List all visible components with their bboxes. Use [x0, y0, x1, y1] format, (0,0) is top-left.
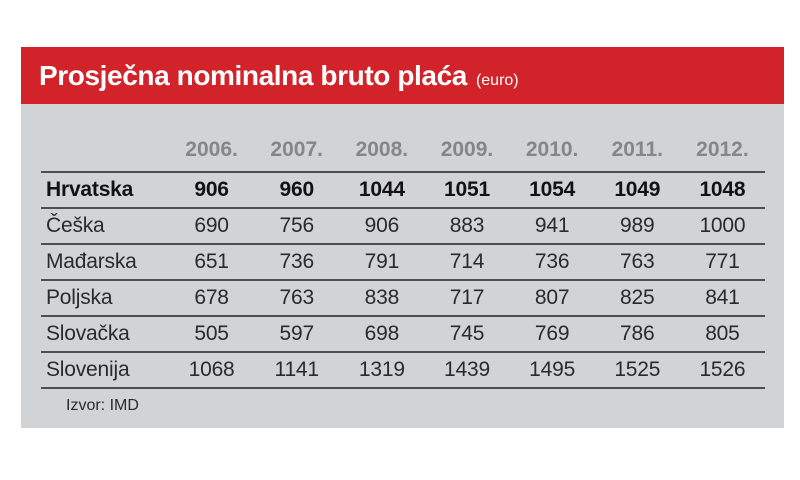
wage-table-panel — [21, 47, 784, 428]
table-area — [21, 104, 784, 415]
value-cell: 763 — [595, 244, 680, 280]
table-row — [41, 316, 765, 352]
value-cell: 1319 — [339, 352, 424, 388]
value-cell: 678 — [169, 280, 254, 316]
value-cell: 717 — [424, 280, 509, 316]
value-cell: 960 — [254, 172, 339, 208]
value-cell: 745 — [424, 316, 509, 352]
year-column-header: 2012. — [680, 104, 765, 172]
page-title: Prosječna nominalna bruto plaća — [39, 60, 467, 91]
source-note: Izvor: IMD — [66, 397, 139, 414]
value-cell: 756 — [254, 208, 339, 244]
value-cell: 1526 — [680, 352, 765, 388]
value-cell: 1048 — [680, 172, 765, 208]
value-cell: 1439 — [424, 352, 509, 388]
title-banner — [21, 47, 784, 104]
value-cell: 786 — [595, 316, 680, 352]
value-cell: 1049 — [595, 172, 680, 208]
value-cell: 906 — [169, 172, 254, 208]
value-cell: 1525 — [595, 352, 680, 388]
value-cell: 714 — [424, 244, 509, 280]
value-cell: 736 — [254, 244, 339, 280]
country-cell: Slovačka — [41, 316, 169, 352]
table-row — [41, 280, 765, 316]
country-cell: Češka — [41, 208, 169, 244]
value-cell: 698 — [339, 316, 424, 352]
value-cell: 597 — [254, 316, 339, 352]
table-row — [41, 352, 765, 388]
value-cell: 505 — [169, 316, 254, 352]
value-cell: 941 — [510, 208, 595, 244]
table-row — [41, 172, 765, 208]
value-cell: 690 — [169, 208, 254, 244]
year-header-row — [41, 104, 765, 172]
year-column-header: 2011. — [595, 104, 680, 172]
value-cell: 825 — [595, 280, 680, 316]
value-cell: 1068 — [169, 352, 254, 388]
value-cell: 791 — [339, 244, 424, 280]
value-cell: 989 — [595, 208, 680, 244]
value-cell: 805 — [680, 316, 765, 352]
country-cell: Poljska — [41, 280, 169, 316]
unit-label: (euro) — [475, 72, 519, 89]
value-cell: 736 — [510, 244, 595, 280]
value-cell: 1495 — [510, 352, 595, 388]
value-cell: 838 — [339, 280, 424, 316]
value-cell: 906 — [339, 208, 424, 244]
year-column-header: 2009. — [424, 104, 509, 172]
value-cell: 883 — [424, 208, 509, 244]
country-cell: Slovenija — [41, 352, 169, 388]
country-cell: Hrvatska — [41, 172, 169, 208]
value-cell: 769 — [510, 316, 595, 352]
table-row — [41, 208, 765, 244]
value-cell: 763 — [254, 280, 339, 316]
year-column-header: 2007. — [254, 104, 339, 172]
value-cell: 1054 — [510, 172, 595, 208]
value-cell: 771 — [680, 244, 765, 280]
value-cell: 1141 — [254, 352, 339, 388]
value-cell: 1044 — [339, 172, 424, 208]
year-column-header: 2008. — [339, 104, 424, 172]
value-cell: 1000 — [680, 208, 765, 244]
value-cell: 841 — [680, 280, 765, 316]
value-cell: 807 — [510, 280, 595, 316]
value-cell: 651 — [169, 244, 254, 280]
country-column-header — [41, 104, 169, 172]
year-column-header: 2010. — [510, 104, 595, 172]
table-row — [41, 244, 765, 280]
country-cell: Mađarska — [41, 244, 169, 280]
wage-table — [41, 104, 765, 389]
year-column-header: 2006. — [169, 104, 254, 172]
value-cell: 1051 — [424, 172, 509, 208]
